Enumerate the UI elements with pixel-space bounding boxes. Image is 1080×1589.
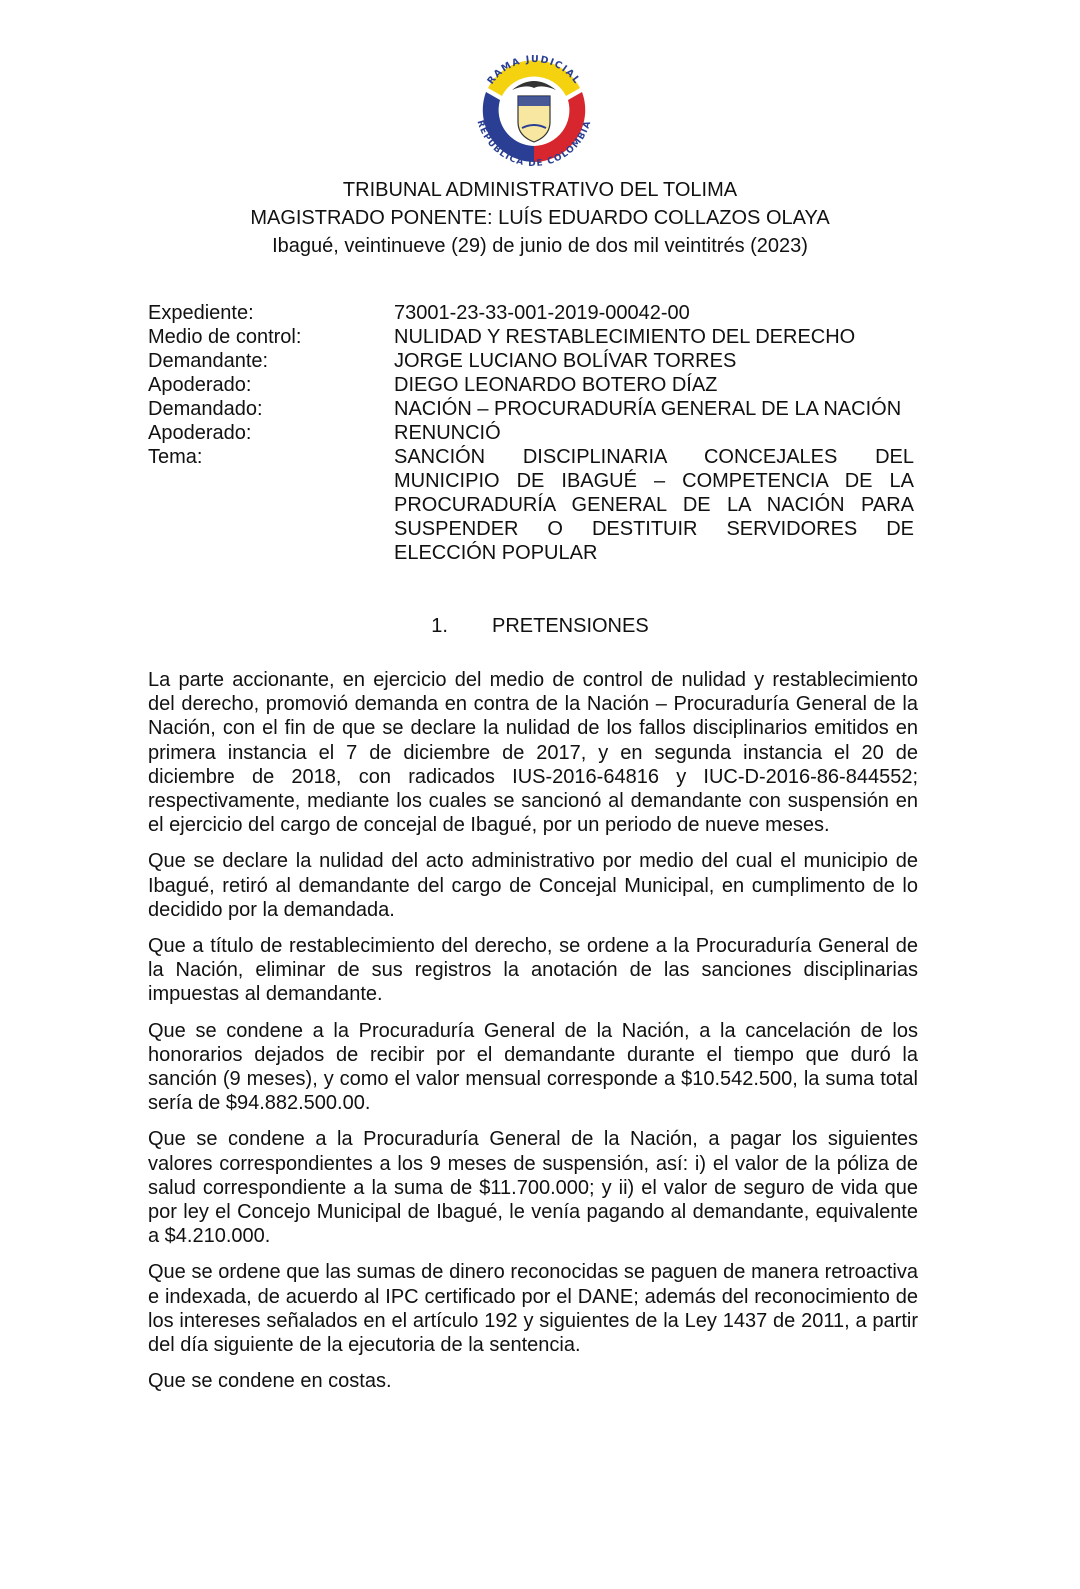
case-info-label: Demandante: <box>148 350 269 372</box>
case-info-row <box>148 373 914 397</box>
date-place-line: Ibagué, veintinueve (29) de junio de dos mil veintitrés (2023) <box>272 235 808 257</box>
body-paragraph: Que a título de restablecimiento del derecho, se ordene a la Procuraduría General de la Nación, eliminar de sus registros la anotación de las sanciones disciplinarias impuestas al demandante. <box>148 935 918 1006</box>
magistrate-line: MAGISTRADO PONENTE: LUÍS EDUARDO COLLAZOS OLAYA <box>250 207 830 229</box>
case-info-value: SANCIÓN DISCIPLINARIA CONCEJALES DEL MUNICIPIO DE IBAGUÉ – COMPETENCIA DE LA PROCURADURÍA GENERAL DE LA NACIÓN PARA SUSPENDER O DESTITUIR SERVIDORES DE ELECCIÓN POPULAR <box>394 446 914 564</box>
case-info-row <box>148 397 914 421</box>
case-info-value: 73001-23-33-001-2019-00042-00 <box>394 302 690 324</box>
case-info-value: RENUNCIÓ <box>394 422 501 444</box>
case-info-value: NACIÓN – PROCURADURÍA GENERAL DE LA NACIÓN <box>394 398 902 420</box>
seal-bottom-text: REPÚBLICA DE COLOMBIA <box>474 119 594 170</box>
case-info-label: Expediente: <box>148 302 254 324</box>
body-paragraph: La parte accionante, en ejercicio del medio de control de nulidad y restablecimiento del derecho, promovió demanda en contra de la Nación – Procuraduría General de la Nación, con el fin de que se declare la nulidad de los fallos disciplinarios emitidos en primera instancia el 7 de diciembre de 2017, y en segunda instancia el 20 de diciembre de 2018, con radicados IUS-2016-64816 y IUC-D-2016-86-844552; respectivamente, mediante los cuales se sancionó al demandante con suspensión en el ejercicio del cargo de concejal de Ibagué, por un periodo de nueve meses. <box>148 669 918 837</box>
case-info-label: Apoderado: <box>148 422 252 444</box>
rama-judicial-seal <box>462 42 606 178</box>
body-paragraph: Que se ordene que las sumas de dinero reconocidas se paguen de manera retroactiva e indexada, de acuerdo al IPC certificado por el DANE; además del reconocimiento de los intereses señalados en el artículo 192 y siguientes de la Ley 1437 de 2011, a partir del día siguiente de la ejecutoria de la sentencia. <box>148 1261 918 1357</box>
case-info-row <box>148 421 914 445</box>
document-header <box>0 176 1080 260</box>
body-paragraph: Que se condene en costas. <box>148 1370 392 1393</box>
case-info-row <box>148 349 914 373</box>
case-info-value: JORGE LUCIANO BOLÍVAR TORRES <box>394 350 737 372</box>
body-paragraph: Que se declare la nulidad del acto administrativo por medio del cual el municipio de Ibagué, retiró al demandante del cargo de Concejal Municipal, en cumplimento de lo decidido por la demandada. <box>148 850 918 921</box>
section-title: PRETENSIONES <box>491 615 649 637</box>
court-name: TRIBUNAL ADMINISTRATIVO DEL TOLIMA <box>342 179 738 201</box>
seal-icon <box>462 42 606 178</box>
case-info-row <box>148 301 914 325</box>
case-info <box>148 301 914 565</box>
section-number: 1. <box>431 615 448 637</box>
case-info-row <box>148 325 914 349</box>
case-info-value: NULIDAD Y RESTABLECIMIENTO DEL DERECHO <box>394 326 856 348</box>
document-body <box>148 668 918 1405</box>
body-paragraph: Que se condene a la Procuraduría General de la Nación, a pagar los siguientes valores correspondientes a los 9 meses de suspensión, así: i) el valor de la póliza de salud correspondiente a la suma de $11.700.000; y ii) el valor de seguro de vida que por ley el Concejo Municipal de Ibagué, le venía pagando al demandante, equivalente a $4.210.000. <box>148 1128 918 1248</box>
case-info-label: Demandado: <box>148 398 263 420</box>
body-paragraph: Que se condene a la Procuraduría General de la Nación, a la cancelación de los honorarios dejados de recibir por el demandante durante el tiempo que duró la sanción (9 meses), y como el valor mensual corresponde a $10.542.500, la suma total sería de $94.882.500.00. <box>148 1019 918 1115</box>
case-info-label: Apoderado: <box>148 374 252 396</box>
section-heading <box>0 614 1080 638</box>
seal-top-text: RAMA JUDICIAL <box>485 53 583 87</box>
case-info-label: Tema: <box>148 446 203 468</box>
case-info-label: Medio de control: <box>148 326 302 348</box>
case-info-value: DIEGO LEONARDO BOTERO DÍAZ <box>394 374 718 396</box>
case-info-row <box>148 445 914 565</box>
